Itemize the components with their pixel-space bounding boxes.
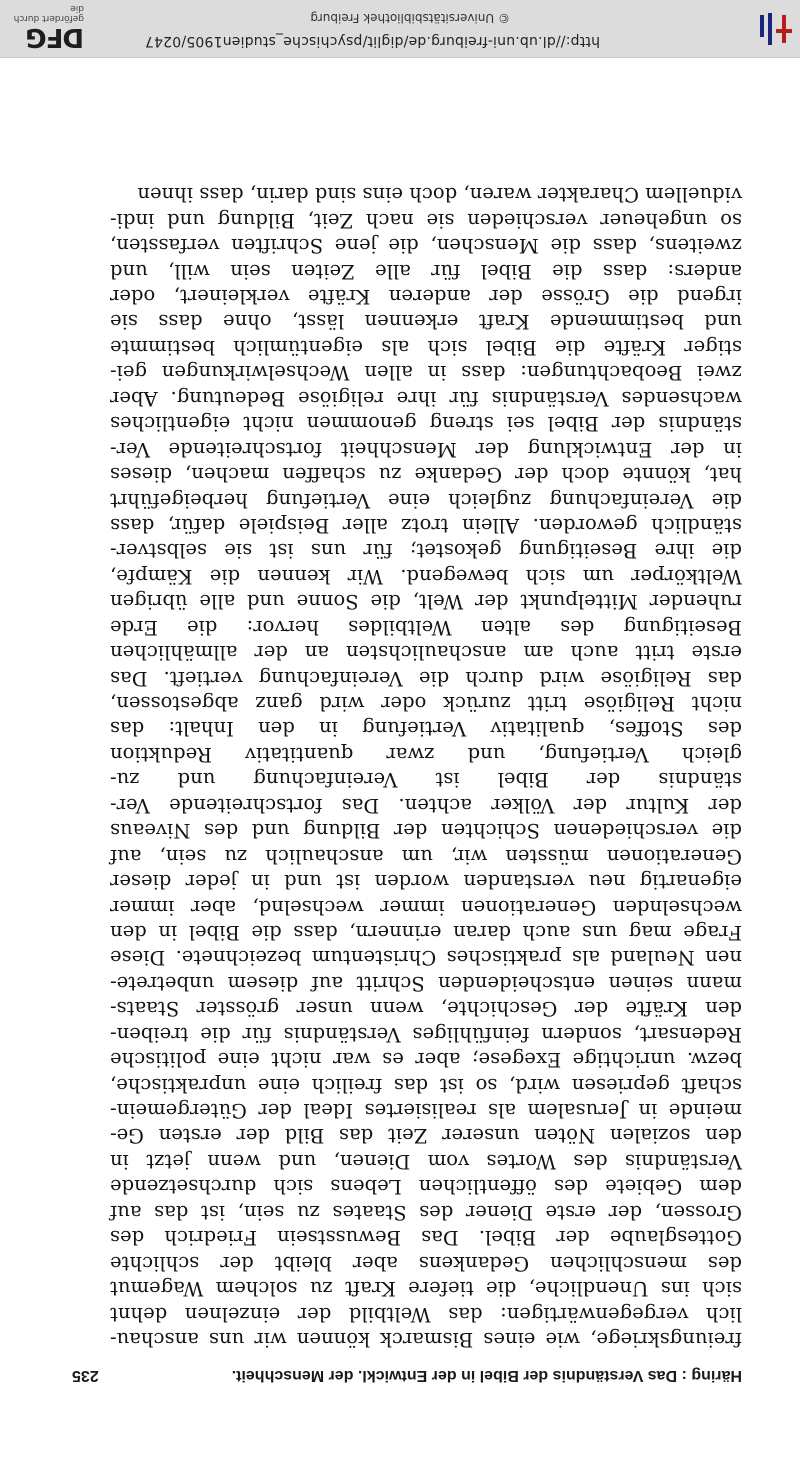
text-line: Gottesglaube der Bibel. Das Bewusstsein Friedrich des xyxy=(110,1226,742,1250)
text-line: und bestimmende Kraft erkennen lässt, ohne dass sie xyxy=(110,310,742,334)
text-line: des Stoffes, qualitativ Vertiefung in den Inhalt: das xyxy=(110,717,742,741)
body-text xyxy=(110,182,742,1352)
text-line: des menschlichen Gedankens aber bleibt der schlichte xyxy=(110,1251,742,1275)
text-line: gleich Vertiefung, und zwar quantitativ Reduktion xyxy=(110,742,742,766)
text-line: zweitens, dass die Menschen, die jene Schriften verfassten, xyxy=(110,234,742,258)
text-line: eigenartig neu verstanden worden ist und in jeder dieser xyxy=(110,870,742,894)
text-line: Generationen müssten wir, um anschaulich zu sein, auf xyxy=(110,844,742,868)
text-line: Frage mag uns auch daran erinnern, dass die Bibel in den xyxy=(110,921,742,944)
text-line: die ihre Beseitigung gekostet; für uns ist sie selbstver- xyxy=(110,539,742,563)
text-line: das Religiöse wird durch die Vereinfachung vertieft. Das xyxy=(110,666,742,690)
text-line: mann seinen entscheidenden Schritt auf diesem unbetrete- xyxy=(110,971,742,995)
dfg-tagline: gefördert durch die xyxy=(13,3,84,23)
viewer-footer xyxy=(0,0,800,58)
text-line: so ungeheuer verschieden sie nach Zeit, Bildung und indi- xyxy=(110,208,742,232)
text-line: die verschiedenen Schichten der Bildung und des Niveaus xyxy=(110,819,742,843)
text-line: lich vergegenwärtigen: das Weltbild der einzelnen dehnt xyxy=(110,1302,742,1326)
text-line: wachsendes Verständnis für ihre religiöse Bedeutung. Aber xyxy=(110,386,742,410)
running-head xyxy=(72,1366,742,1384)
text-line: ständnis der Bibel sei streng genommen nicht eigentliches xyxy=(110,412,742,436)
text-line: nicht Religiöse tritt zurück oder wird ganz abgestossen, xyxy=(110,692,742,716)
text-line: schaft gepriesen wird, so ist das freilich eine unpraktische, xyxy=(110,1073,742,1097)
text-line: sich ins Unendliche, die tiefere Kraft zu solchem Wagemut xyxy=(110,1277,742,1301)
text-line: stiger Kräfte die Bibel sich als eigentümlich bestimmte xyxy=(110,335,742,359)
text-line: Verständnis des Wortes vom Dienen, und wenn jetzt in xyxy=(110,1149,742,1173)
text-line: anders: dass die Bibel für alle Zeiten sein will, und xyxy=(110,259,742,283)
text-line: zwei Beobachtungen: dass in allen Wechselwirkungen gei- xyxy=(110,361,742,385)
page-number: 235 xyxy=(72,1367,99,1384)
text-line: erste tritt auch am anschaulichsten an der allmählichen xyxy=(110,641,742,665)
text-line: dem Gebiete des öffentlichen Lebens sich durchsetzende xyxy=(110,1175,742,1199)
text-line: der Kultur der Völker achten. Das fortschreitende Ver- xyxy=(110,793,742,817)
text-line: in der Entwicklung der Menschheit fortschreitende Ver- xyxy=(110,437,742,461)
text-line: ständnis der Bibel ist Vereinfachung und zu- xyxy=(110,768,742,792)
dfg-logo-text: DFG xyxy=(26,22,84,52)
text-line: bezw. unrichtige Exegese; aber es war nicht eine politische xyxy=(110,1048,742,1072)
text-line: ruhender Mittelpunkt der Welt, die Sonne und alle übrigen xyxy=(110,590,742,614)
copyright-notice: © Universitätsbibliothek Freiburg xyxy=(310,11,510,25)
text-line: den Kräfte der Geschichte, wenn unser grösster Staats- xyxy=(110,997,742,1021)
text-line: Weltkörper um sich bewegend. Wir kennen die Kämpfe, xyxy=(110,564,742,588)
dfg-logo xyxy=(4,5,84,51)
text-line: wechselnden Generationen immer wechselnd, aber immer xyxy=(110,895,742,919)
university-logo-icon xyxy=(750,9,794,49)
text-line: nen Neuland als praktisches Christentum bezeichnete. Diese xyxy=(110,946,742,970)
source-url-link[interactable]: http://dl.ub.uni-freiburg.de/diglit/psychische_studien1905/0247 xyxy=(144,33,600,49)
text-line: meinde in Jerusalem als realisiertes Ideal der Gütergemein- xyxy=(110,1099,742,1123)
running-head-title: Häring : Das Verständnis der Bibel in der Entwickl. der Menschheit. xyxy=(231,1367,742,1384)
text-line: viduellem Charakter waren, doch eins sind darin, dass ihnen xyxy=(137,183,742,207)
text-line: Grossen, der erste Diener des Staates zu sein, ist das auf xyxy=(110,1200,742,1224)
text-line: den sozialen Nöten unserer Zeit das Bild der ersten Ge- xyxy=(110,1124,742,1148)
text-line: ständlich geworden. Allein trotz aller Beispiele dafür, dass xyxy=(110,514,742,537)
text-line: hat, könnte doch der Gedanke zu schaffen machen, dieses xyxy=(110,463,742,487)
text-line: Beseitigung des alten Weltbildes hervor: die Erde xyxy=(110,615,742,639)
text-line: irgend die Grösse der anderen Kräfte verkleinert, oder xyxy=(110,285,742,309)
text-line: Redensart, sondern feinfühliges Verständnis für die treiben- xyxy=(110,1022,742,1046)
text-line: freiungskriege, wie eines Bismarck können wir uns anschau- xyxy=(110,1328,742,1351)
text-line: die Vereinfachung zugleich eine Vertiefung herbeigeführt xyxy=(110,488,742,512)
